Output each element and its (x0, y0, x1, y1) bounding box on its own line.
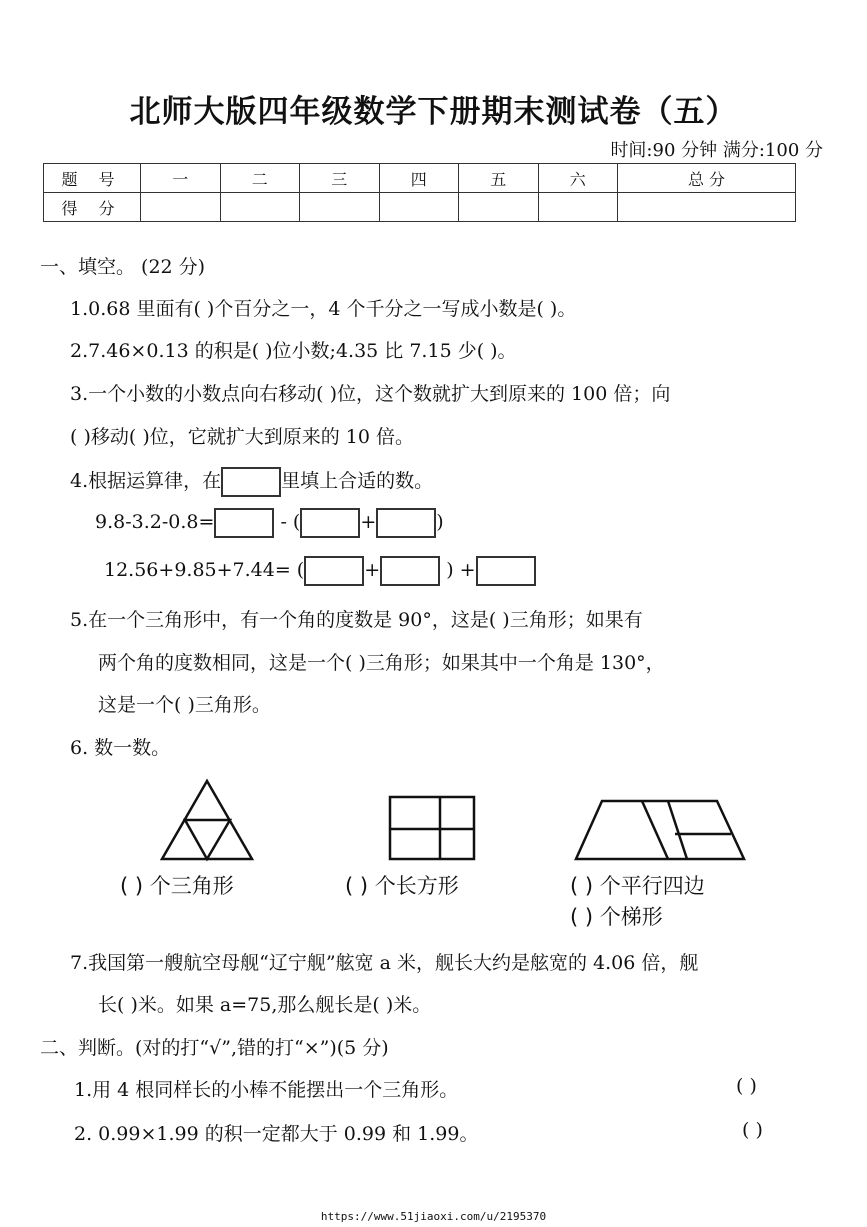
judge-answer-1[interactable]: ( ) (736, 1075, 757, 1097)
header-cell: 一 (141, 164, 221, 193)
question-5-line1: 5.在一个三角形中，有一个角的度数是 90°，这是( )三角形；如果有 (70, 609, 643, 631)
figure-2-label: ( ) 个长方形 (345, 874, 459, 898)
equation-2-left: 12.56+9.85+7.44= ( (104, 559, 305, 581)
footer-url[interactable]: https://www.51jiaoxi.com/u/2195370 (320, 1210, 547, 1223)
plus-sign: + (364, 559, 381, 581)
question-3-line1: 3.一个小数的小数点向右移动( )位，这个数就扩大到原来的 100 倍；向 (70, 383, 671, 405)
header-cell: 六 (538, 164, 618, 193)
header-cell: 四 (379, 164, 459, 193)
header-cell: 五 (459, 164, 539, 193)
header-cell: 题 号 (44, 164, 141, 193)
question-4-lead: 4.根据运算律，在 (70, 470, 222, 492)
question-3-line2: ( )移动( )位，它就扩大到原来的 10 倍。 (70, 426, 414, 448)
judge-answer-2[interactable]: ( ) (742, 1119, 763, 1141)
judge-question-2: 2. 0.99×1.99 的积一定都大于 0.99 和 1.99。 (74, 1123, 479, 1145)
question-6: 6. 数一数。 (70, 737, 171, 759)
header-cell: 二 (220, 164, 300, 193)
rectangle-figure (390, 797, 474, 859)
question-5-line3: 这是一个( )三角形。 (98, 694, 271, 716)
row-label: 得 分 (44, 193, 141, 222)
question-7-line1: 7.我国第一艘航空母舰“辽宁舰”舷宽 a 米，舰长大约是舷宽的 4.06 倍，舰 (70, 952, 699, 974)
question-7-line2: 长( )米。如果 a=75,那么舰长是( )米。 (98, 994, 432, 1016)
page-title: 北师大版四年级数学下册期末测试卷（五） (129, 94, 738, 130)
header-cell: 三 (300, 164, 380, 193)
exam-meta: 时间:90 分钟 满分:100 分 (610, 140, 823, 161)
header-cell: 总 分 (618, 164, 796, 193)
question-1: 1.0.68 里面有( )个百分之一，4 个千分之一写成小数是( )。 (70, 298, 577, 320)
figure-1-label: ( ) 个三角形 (120, 874, 234, 898)
equation-2-close: ) + (446, 559, 476, 581)
judge-question-1: 1.用 4 根同样长的小棒不能摆出一个三角形。 (74, 1079, 459, 1101)
question-2: 2.7.46×0.13 的积是( )位小数;4.35 比 7.15 少( )。 (70, 340, 517, 362)
figure-3-label-trapezoid: ( ) 个梯形 (570, 905, 663, 929)
triangle-figure (162, 781, 252, 859)
section1-heading: 一、填空。 (22 分) (40, 256, 206, 278)
equation-1-minus: - ( (280, 511, 301, 533)
trapezoid-figure (576, 801, 744, 859)
equation-1-left: 9.8-3.2-0.8= (95, 511, 215, 533)
question-5-line2: 两个角的度数相同，这是一个( )三角形；如果其中一个角是 130°， (98, 652, 665, 674)
section2-heading: 二、判断。(对的打“√”,错的打“×”)(5 分) (40, 1037, 389, 1059)
figure-3-label-parallelogram: ( ) 个平行四边 (570, 874, 705, 898)
close-paren: ) (436, 511, 444, 533)
question-4-tail: 里填上合适的数。 (281, 470, 434, 492)
plus-sign: + (360, 511, 377, 533)
